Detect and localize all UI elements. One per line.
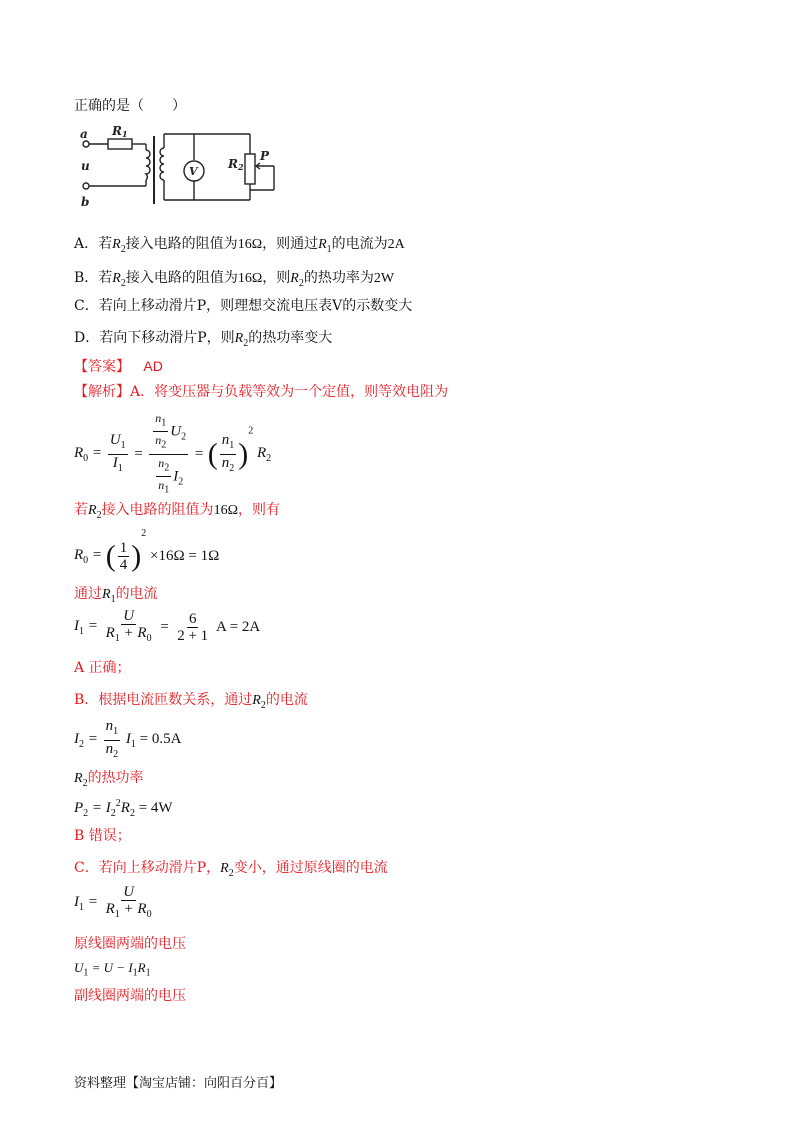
terminal-b	[83, 183, 89, 189]
resistor-r1	[108, 139, 132, 149]
question-stem: 正确的是（ ）	[74, 98, 186, 114]
label-b: b	[81, 195, 90, 209]
answer: 【答案】 AD	[74, 358, 163, 375]
analysis-a-correct: A 正确；	[74, 660, 131, 676]
analysis-text-2: 通过$R_1$的电流	[74, 586, 158, 605]
label-r2: R2	[228, 157, 244, 172]
label-p: P	[260, 149, 270, 163]
label-u: u	[81, 159, 90, 173]
label-r1: R1	[112, 124, 128, 139]
resistor-r2	[245, 154, 255, 184]
equation-u1: $U_1 = U - I_1R_1$	[74, 960, 151, 979]
primary-coil	[146, 150, 150, 180]
analysis-a: 【解析】A．将变压器与负载等效为一个定值，则等效电阻为	[74, 384, 449, 400]
analysis-text-1: 若$R_2$接入电路的阻值为16Ω，则有	[74, 502, 280, 521]
analysis-c: C．若向上移动滑片P，$R_2$变小，通过原线圈的电流	[74, 860, 388, 879]
option-c: C．若向上移动滑片P，则理想交流电压表V的示数变大	[74, 298, 413, 314]
equation-i2: $I_2$ = $\frac{n_1}{n_2}$ $I_1 = 0.5A$	[74, 718, 182, 760]
label-v: V	[189, 165, 198, 178]
equation-i1-again: $I_1$ = $\frac{U}{R_1 + R_0}$	[74, 884, 152, 920]
equation-p2: $P_2 = I_2^2R_2 = 4W$	[74, 798, 173, 819]
option-b: B．若$R_2$接入电路的阻值为16Ω，则$R_2$的热功率为2W	[74, 270, 395, 289]
secondary-coil	[160, 148, 164, 180]
analysis-b: B．根据电流匝数关系，通过$R_2$的电流	[74, 692, 308, 711]
footer: 资料整理【淘宝店铺：向阳百分百】	[74, 1076, 283, 1091]
analysis-text-3: $R_2$的热功率	[74, 770, 144, 789]
primary-voltage-text: 原线圈两端的电压	[74, 936, 186, 952]
secondary-voltage-text: 副线圈两端的电压	[74, 988, 186, 1004]
option-a: A．若$R_2$接入电路的阻值为16Ω，则通过$R_1$的电流为2A	[74, 236, 405, 255]
option-d: D．若向下移动滑片P，则$R_2$的热功率变大	[74, 330, 333, 349]
terminal-a	[83, 141, 89, 147]
equation-equivalent-resistance: $R_0$ = $\frac{U_1}{I_1}$ = $\frac{n_1}{n_2}$ $U_2$ $\frac{n_2}{n_1}$ $I_2$ = ( $\frac{n_1}{n_2}$ )$^2$ $R_2$	[74, 411, 272, 496]
label-a: a	[80, 127, 88, 141]
analysis-b-wrong: B 错误；	[74, 828, 131, 844]
circuit-diagram	[78, 124, 283, 210]
equation-i1: $I_1$ = $\frac{U}{R_1 + R_0}$ = $\frac{6}{2 + 1}$ A = 2A	[74, 608, 261, 644]
equation-r0-value: $R_0$ = ( $\frac{1}{4}$ )$^2$ ×16Ω = 1Ω	[74, 528, 220, 574]
